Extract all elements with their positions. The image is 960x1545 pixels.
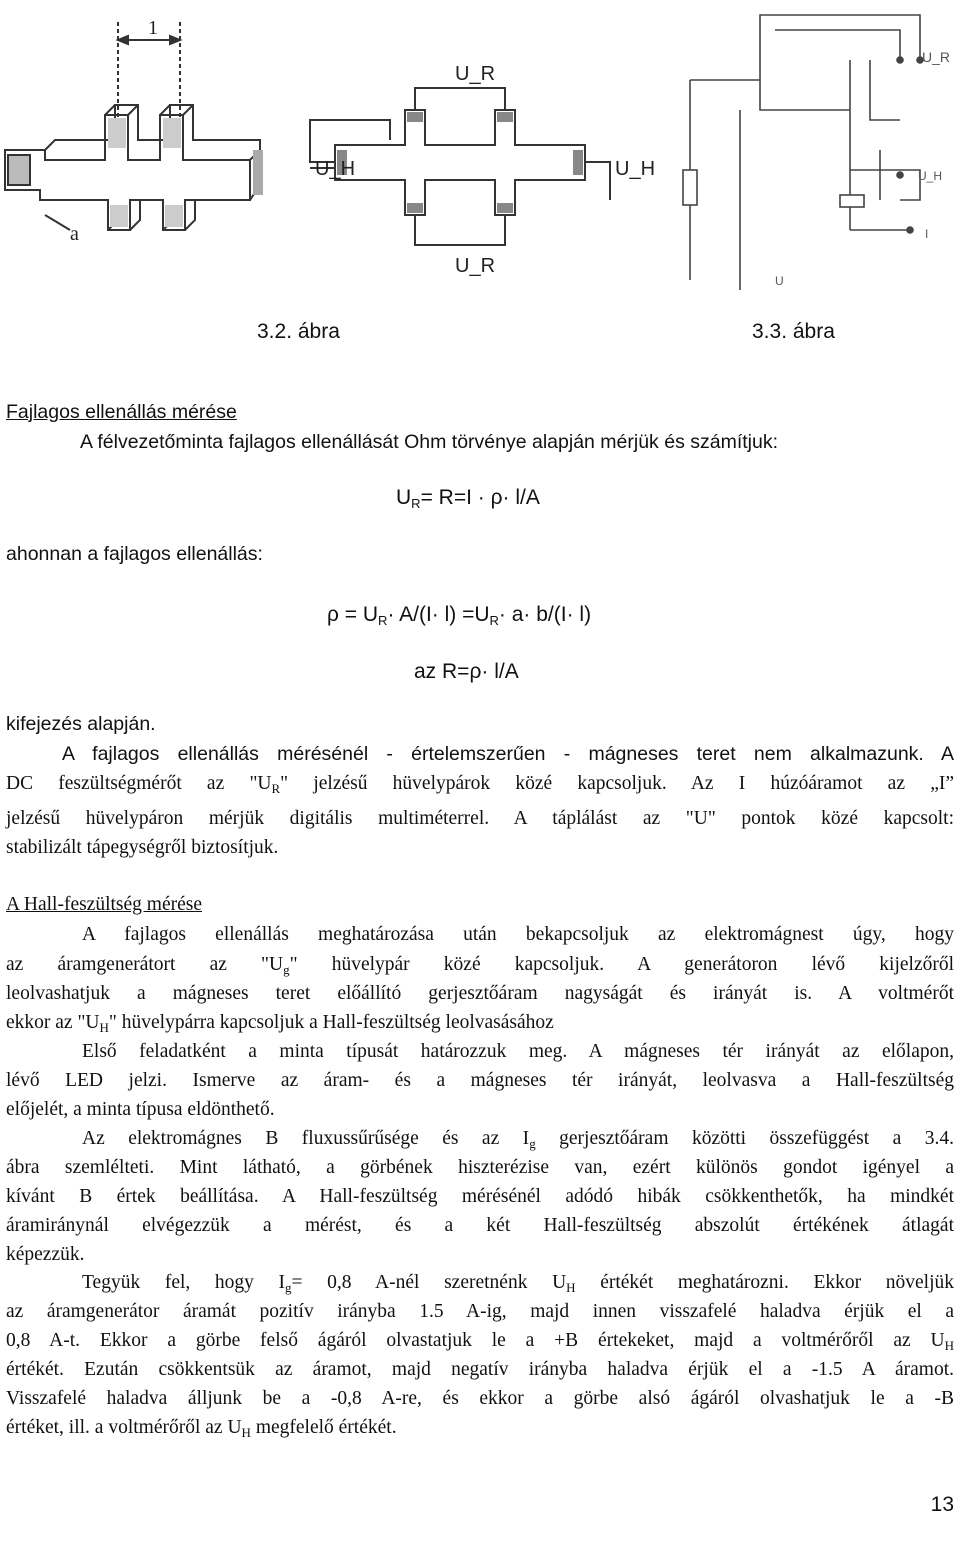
hall-line-8: Az elektromágnes B fluxussűrűsége és az $I_g$ gerjesztőáram közötti összefüggést a 3.4. bbox=[82, 1128, 954, 1151]
hall-line-9: ábra szemlélteti. Mint látható, a görbének hiszterézise van, ezért különös gondot igényel a bbox=[6, 1157, 954, 1178]
formula-ohm: $U_R= R=I \cdot \rho\cdot l/A$ bbox=[396, 486, 540, 511]
section-heading-hall: A Hall-feszültség mérése bbox=[6, 894, 203, 915]
label-circuit-uh: U_H bbox=[918, 169, 943, 183]
sample-3d-figure bbox=[5, 22, 263, 230]
formula-resistivity: $\rho = U_R\cdot A/(I\cdot l) =U_R\cdot a\cdot b/(I\cdot l)$ bbox=[327, 603, 592, 628]
caption-fig-3-2: 3.2. ábra bbox=[257, 320, 340, 343]
label-ur-bottom: U_R bbox=[455, 255, 496, 277]
circuit-figure bbox=[683, 15, 923, 290]
hall-line-4: ekkor az "$U_H$" hüvelypárra kapcsoljuk a Hall-feszültség leolvasásához bbox=[6, 1012, 554, 1035]
formula-r: az R=ρ· l/A bbox=[414, 660, 519, 683]
hall-line-12: képezzük. bbox=[6, 1244, 85, 1265]
hall-line-16: értékét. Ezután csökkentsük az áramot, majd negatív irányba haladva érjük el a -1.5 A áramot. bbox=[6, 1359, 954, 1380]
hall-line-10: kívánt B értek beállítása. A Hall-feszültség mérésénél adódó hibák csökkenthetők, ha mindkét bbox=[6, 1186, 954, 1207]
label-a: a bbox=[70, 223, 79, 245]
section-heading-resistivity: Fajlagos ellenállás mérése bbox=[6, 401, 237, 423]
hall-line-3: leolvashatjuk a mágneses teret előállító gerjesztőáram nagyságát és irányát is. A voltmérőt bbox=[6, 983, 954, 1004]
hall-line-18: értéket, ill. a voltmérőről az $U_H$ megfelelő értékét. bbox=[6, 1417, 397, 1440]
label-circuit-ur: U_R bbox=[922, 49, 951, 65]
p1-line-2: DC feszültségmérőt az "$U_R$" jelzésű hüvelypárok közé kapcsoljuk. Az I húzóáramot az „I” bbox=[6, 773, 954, 796]
page-number: 13 bbox=[930, 1493, 954, 1516]
hall-line-15: 0,8 A-t. Ekkor a görbe felső ágáról olvastatjuk le a +B értekeket, majd a voltmérőről az $U_H$ bbox=[6, 1330, 954, 1353]
figures-strip bbox=[0, 0, 960, 300]
p1-line-3: jelzésű hüvelypáron mérjük digitális multiméterrel. A táplálást az "U" pontok közé kapcsolt: bbox=[6, 808, 954, 829]
label-ur-top: U_R bbox=[455, 63, 496, 85]
label-uh-left: U_H bbox=[315, 158, 356, 180]
p1-line-1: A fajlagos ellenállás mérésénél - értelemszerűen - mágneses teret nem alkalmazunk. A bbox=[62, 743, 954, 765]
label-circuit-i: I bbox=[925, 227, 929, 241]
hall-line-13: Tegyük fel, hogy $I_g= 0,8$ A-nél szeretnénk $U_H$ értékét meghatározni. Ekkor növeljük bbox=[82, 1272, 954, 1295]
label-uh-right: U_H bbox=[615, 158, 656, 180]
label-circuit-u: U bbox=[775, 274, 784, 288]
hall-line-6: lévő LED jelzi. Ismerve az áram- és a mágneses tér irányát, leolvasva a Hall-feszültség bbox=[6, 1070, 954, 1091]
ahonnan-text: ahonnan a fajlagos ellenállás: bbox=[6, 543, 263, 565]
hall-line-2: az áramgenerátort az "$U_g$" hüvelypár közé kapcsoljuk. A generátoron lévő kijelzőről bbox=[6, 954, 955, 977]
resistivity-intro: A félvezetőminta fajlagos ellenállását Ohm törvénye alapján mérjük és számítjuk: bbox=[80, 431, 779, 453]
hall-line-7: előjelét, a minta típusa eldönthető. bbox=[6, 1099, 275, 1120]
hall-line-5: Első feladatként a minta típusát határozzuk meg. A mágneses tér irányát az előlapon, bbox=[82, 1041, 954, 1062]
hall-line-14: az áramgenerátor áramát pozitív irányba 1.5 A-ig, majd innen visszafelé haladva érjük el a bbox=[6, 1301, 954, 1322]
hall-line-17: Visszafelé haladva álljunk be a -0,8 A-re, és ekkor a görbe alsó ágáról olvashatjuk le a -B bbox=[6, 1388, 954, 1409]
p1-line-4: stabilizált tápegységről biztosítjuk. bbox=[6, 837, 279, 858]
caption-fig-3-3: 3.3. ábra bbox=[752, 320, 835, 343]
hall-line-11: áramiránynál elvégezzük a mérést, és a két Hall-feszültség abszolút értékének átlagát bbox=[6, 1215, 954, 1236]
kifejezes-text: kifejezés alapján. bbox=[6, 713, 156, 735]
hall-line-1: A fajlagos ellenállás meghatározása után bekapcsoljuk az elektromágnest úgy, hogy bbox=[82, 924, 954, 945]
label-l: 1 bbox=[148, 17, 158, 39]
